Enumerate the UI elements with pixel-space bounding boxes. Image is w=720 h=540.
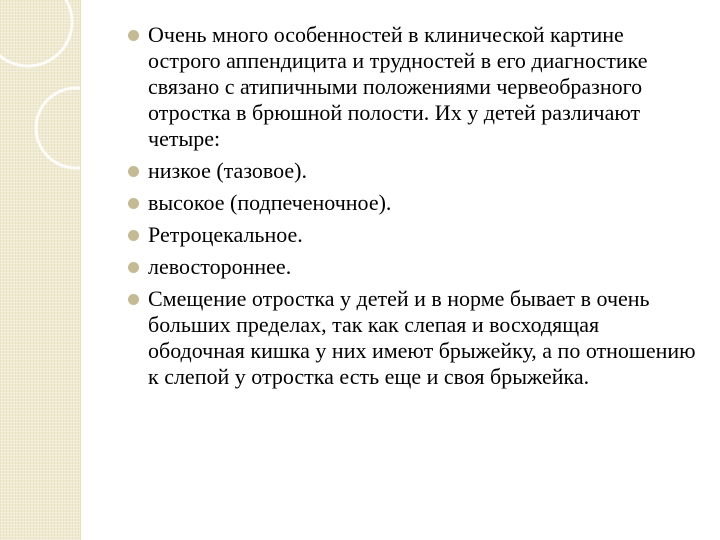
bullet-dot-icon [128, 198, 139, 209]
bullet-dot-icon [128, 262, 139, 273]
bullet-item [128, 286, 698, 390]
bullet-item [128, 222, 698, 248]
bullet-text: высокое (подпеченочное). [148, 190, 392, 215]
decorative-circles-icon [0, 0, 80, 200]
bullet-dot-icon [128, 30, 139, 41]
bullet-text: низкое (тазовое). [148, 158, 307, 183]
bullet-dot-icon [128, 230, 139, 241]
slide-content [128, 22, 698, 396]
band-divider [80, 0, 81, 540]
bullet-text: Очень много особенностей в клинической картине острого аппендицита и трудностей в его диагностике связано с атипичными положениями червеобразного отростка в брюшной полости. Их у детей различают четыре: [148, 22, 648, 151]
bullet-list [128, 22, 698, 390]
bullet-text: Смещение отростка у детей и в норме бывает в очень больших пределах, так как слепая и восходящая ободочная кишка у них имеют брыжейку, а по отношению к слепой у отростка есть еще и своя брыжейка. [148, 286, 696, 389]
decorative-side-band [0, 0, 80, 540]
bullet-dot-icon [128, 294, 139, 305]
bullet-item [128, 158, 698, 184]
bullet-text: левостороннее. [148, 254, 292, 279]
bullet-item [128, 254, 698, 280]
bullet-text: Ретроцекальное. [148, 222, 303, 247]
bullet-item [128, 190, 698, 216]
bullet-dot-icon [128, 166, 139, 177]
bullet-item [128, 22, 698, 152]
